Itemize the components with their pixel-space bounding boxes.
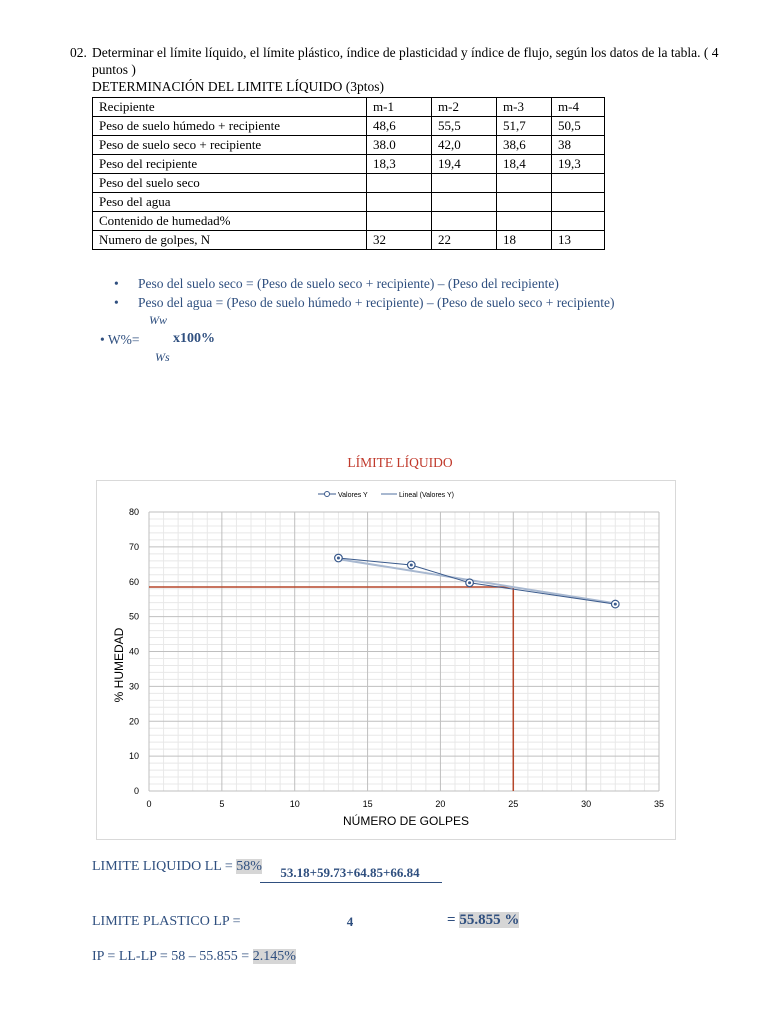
legend-label-series: Valores Y xyxy=(338,492,368,499)
table-cell: m-4 xyxy=(552,98,605,117)
lp-fraction-bar xyxy=(260,882,442,883)
formula-denominator: Ws xyxy=(155,350,170,364)
table-row xyxy=(93,98,605,117)
y-tick-label: 0 xyxy=(133,786,139,796)
lp-value: 55.855 % xyxy=(459,912,520,928)
data-point-center xyxy=(468,581,471,584)
y-tick-label: 40 xyxy=(128,646,139,657)
bullet-dry-soil xyxy=(114,276,559,292)
x-tick-label: 20 xyxy=(435,799,446,809)
table-cell xyxy=(497,193,552,212)
ll-value: 58% xyxy=(236,859,262,874)
table-cell: Numero de golpes, N xyxy=(93,231,367,250)
table-row xyxy=(93,155,605,174)
table-cell: 13 xyxy=(552,231,605,250)
liquid-limit-chart xyxy=(96,480,676,840)
table-cell: 18 xyxy=(497,231,552,250)
legend-marker xyxy=(325,492,330,497)
lp-numerator: 53.18+59.73+64.85+66.84 xyxy=(280,865,420,880)
formula-multiplier: x100% xyxy=(173,331,215,346)
table-cell: Peso del recipiente xyxy=(93,155,367,174)
table-row xyxy=(93,212,605,231)
y-tick-label: 50 xyxy=(128,611,139,622)
table-cell: 38.0 xyxy=(367,136,432,155)
table-cell: Peso del agua xyxy=(93,193,367,212)
data-point-center xyxy=(337,557,340,560)
table-cell xyxy=(552,212,605,231)
question-number: 02. xyxy=(70,45,87,60)
chart-frame xyxy=(97,481,676,840)
ip-result xyxy=(92,949,296,965)
y-tick-label: 60 xyxy=(128,576,139,587)
x-tick-label: 5 xyxy=(219,799,225,809)
data-point-center xyxy=(410,564,413,567)
lp-label: LIMITE PLASTICO LP = xyxy=(92,914,241,929)
table-cell xyxy=(497,174,552,193)
table-cell xyxy=(432,174,497,193)
table-cell: 19,4 xyxy=(432,155,497,174)
table-cell xyxy=(367,174,432,193)
x-tick-label: 0 xyxy=(146,799,152,809)
table-cell: Peso de suelo seco + recipiente xyxy=(93,136,367,155)
lp-equals: = xyxy=(447,912,456,928)
table-cell: m-3 xyxy=(497,98,552,117)
table-cell: Recipiente xyxy=(93,98,367,117)
bullet-water xyxy=(114,295,615,311)
table-cell: m-1 xyxy=(367,98,432,117)
section-subtitle: DETERMINACIÓN DEL LIMITE LÍQUIDO (3ptos) xyxy=(92,79,384,94)
table-cell: 18,3 xyxy=(367,155,432,174)
data-point-center xyxy=(614,603,617,606)
table-cell: Peso del suelo seco xyxy=(93,174,367,193)
x-tick-label: 10 xyxy=(289,799,300,809)
table-cell: 55,5 xyxy=(432,117,497,136)
y-tick-label: 70 xyxy=(128,541,139,552)
formula-label: • W%= xyxy=(100,332,140,347)
table-row xyxy=(93,193,605,212)
lp-denominator: 4 xyxy=(346,914,354,929)
table-cell: 19,3 xyxy=(552,155,605,174)
x-tick-label: 15 xyxy=(362,799,373,809)
question-text: Determinar el límite líquido, el límite plástico, índice de plasticidad y índice de flujo, según los datos de la tabla. ( 4 puntos ) xyxy=(92,45,719,77)
bullet-dot-icon: • xyxy=(114,295,119,310)
data-table xyxy=(92,97,605,250)
table-cell xyxy=(367,212,432,231)
table-row xyxy=(93,136,605,155)
table-row xyxy=(93,231,605,250)
ll-label: LIMITE LIQUIDO LL = xyxy=(92,859,237,874)
table-cell xyxy=(432,193,497,212)
y-tick-label: 20 xyxy=(128,716,139,727)
table-cell: 48,6 xyxy=(367,117,432,136)
chart-title: LÍMITE LÍQUIDO xyxy=(347,455,453,470)
ll-result xyxy=(92,859,262,875)
table-cell: 38,6 xyxy=(497,136,552,155)
table-cell: 32 xyxy=(367,231,432,250)
table-cell: Peso de suelo húmedo + recipiente xyxy=(93,117,367,136)
table-cell: 42,0 xyxy=(432,136,497,155)
formula-numerator: Ww xyxy=(149,313,167,327)
legend-label-trend: Lineal (Valores Y) xyxy=(399,492,454,499)
table-cell: m-2 xyxy=(432,98,497,117)
bullet-dry-soil-text: Peso del suelo seco = (Peso de suelo seco + recipiente) – (Peso del recipiente) xyxy=(138,276,559,291)
table-row xyxy=(93,174,605,193)
y-tick-label: 30 xyxy=(128,681,139,692)
y-tick-label: 10 xyxy=(128,751,139,762)
bullet-water-text: Peso del agua = (Peso de suelo húmedo + recipiente) – (Peso de suelo seco + recipiente) xyxy=(138,295,615,310)
table-cell xyxy=(367,193,432,212)
chart-x-axis-label: NÚMERO DE GOLPES xyxy=(342,814,470,828)
table-cell: Contenido de humedad% xyxy=(93,212,367,231)
x-tick-label: 30 xyxy=(581,799,592,809)
table-cell xyxy=(432,212,497,231)
lp-result xyxy=(447,912,519,929)
x-tick-label: 35 xyxy=(653,799,665,809)
bullet-dot-icon: • xyxy=(114,276,119,291)
table-cell: 22 xyxy=(432,231,497,250)
ip-value: 2.145% xyxy=(252,949,296,964)
table-cell: 50,5 xyxy=(552,117,605,136)
table-row xyxy=(93,117,605,136)
table-cell xyxy=(552,193,605,212)
question-block xyxy=(70,44,750,78)
table-cell: 38 xyxy=(552,136,605,155)
table-cell: 18,4 xyxy=(497,155,552,174)
chart-y-axis-label: % HUMEDAD xyxy=(112,627,126,703)
table-cell xyxy=(497,212,552,231)
ip-label: IP = LL-LP = 58 – 55.855 = xyxy=(92,949,253,964)
y-tick-label: 80 xyxy=(128,507,139,517)
x-tick-label: 25 xyxy=(508,799,519,809)
table-cell: 51,7 xyxy=(497,117,552,136)
table-cell xyxy=(552,174,605,193)
